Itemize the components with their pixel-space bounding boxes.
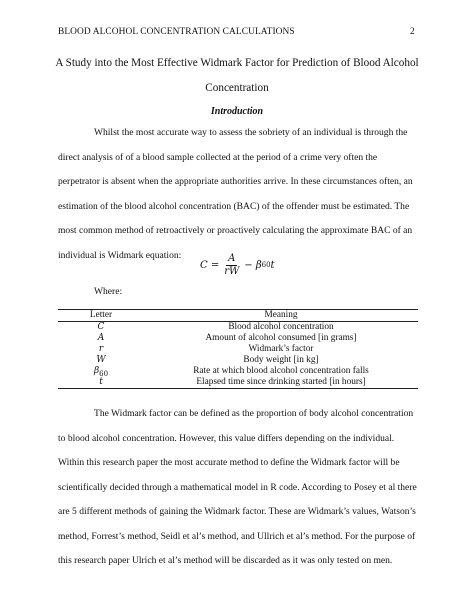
header-letter: Letter (89, 310, 113, 320)
widmark-factor-paragraph: The Widmark factor can be defined as the proportion of body alcohol concentration to blood alcohol concentration. However, this value differs depending on the individual. Within this research paper the most accurate method to define the Widmark factor will be scientifically decided through a mathematical model in R code. According to Posey et al there are 5 different methods of gaining the Widmark factor. These are Widmark’s values, Watson’s method, Forrest’s method, Seidl et al’s method, and Ullrich et al’s method. For the purpose of this research paper Ulrich et al’s method will be discarded as it was only tested on men. (58, 408, 417, 566)
section-heading-introduction: Introduction (210, 106, 264, 117)
table-row (58, 366, 418, 377)
variables-table (58, 309, 418, 389)
table-row (58, 377, 418, 388)
formula-minus-beta: − β (244, 259, 262, 271)
table-cell-symbol: $\beta_{60}$ (93, 366, 109, 378)
table-cell-meaning: Blood alcohol concentration (228, 322, 334, 332)
table-cell-symbol: A (97, 333, 105, 343)
table-cell-meaning: Amount of alcohol consumed [in grams] (205, 333, 357, 343)
where-label: Where: (94, 286, 123, 297)
formula-lhs: C = (200, 259, 220, 271)
table-row (58, 322, 418, 333)
running-head: BLOOD ALCOHOL CONCENTRATION CALCULATIONS (58, 27, 295, 37)
table-row (58, 344, 418, 355)
table-cell-symbol: C (97, 322, 105, 332)
paper-title-line-1: A Study into the Most Effective Widmark Factor for Prediction of Blood Alcohol (55, 57, 419, 69)
formula-numerator: A (228, 252, 236, 264)
table-header-row (58, 310, 418, 322)
formula-denominator: rW (224, 265, 240, 277)
page-number: 2 (410, 27, 415, 37)
table-cell-symbol: W (96, 355, 106, 365)
table-cell-meaning: Widmark’s factor (248, 344, 314, 354)
table-cell-meaning: Body weight [in kg] (243, 355, 319, 365)
header-meaning: Meaning (264, 310, 298, 320)
table-cell-meaning: Rate at which blood alcohol concentration falls (193, 366, 369, 376)
table-cell-symbol: r (98, 344, 104, 354)
table-row (58, 333, 418, 344)
table-cell-meaning: Elapsed time since drinking started [in hours] (196, 377, 366, 387)
widmark-formula (200, 250, 275, 280)
formula-fraction (222, 253, 241, 278)
table-cell-symbol: t (99, 377, 103, 387)
paper-title-line-2: Concentration (205, 82, 269, 94)
intro-paragraph: Whilst the most accurate way to assess the sobriety of an individual is through the direct analysis of of a blood sample collected at the period of a crime very often the perpetrator is absent when the appropriate authorities arrive. In these circumstances often, an estimation of the blood alcohol concentration (BAC) of the offender must be estimated. The most common method of retroactively or proactively calculating the approximate BAC of an individual is Widmark equation: (58, 127, 413, 261)
table-row (58, 355, 418, 366)
formula-beta-subscript: 60 (261, 261, 271, 269)
formula-t: t (270, 259, 275, 271)
